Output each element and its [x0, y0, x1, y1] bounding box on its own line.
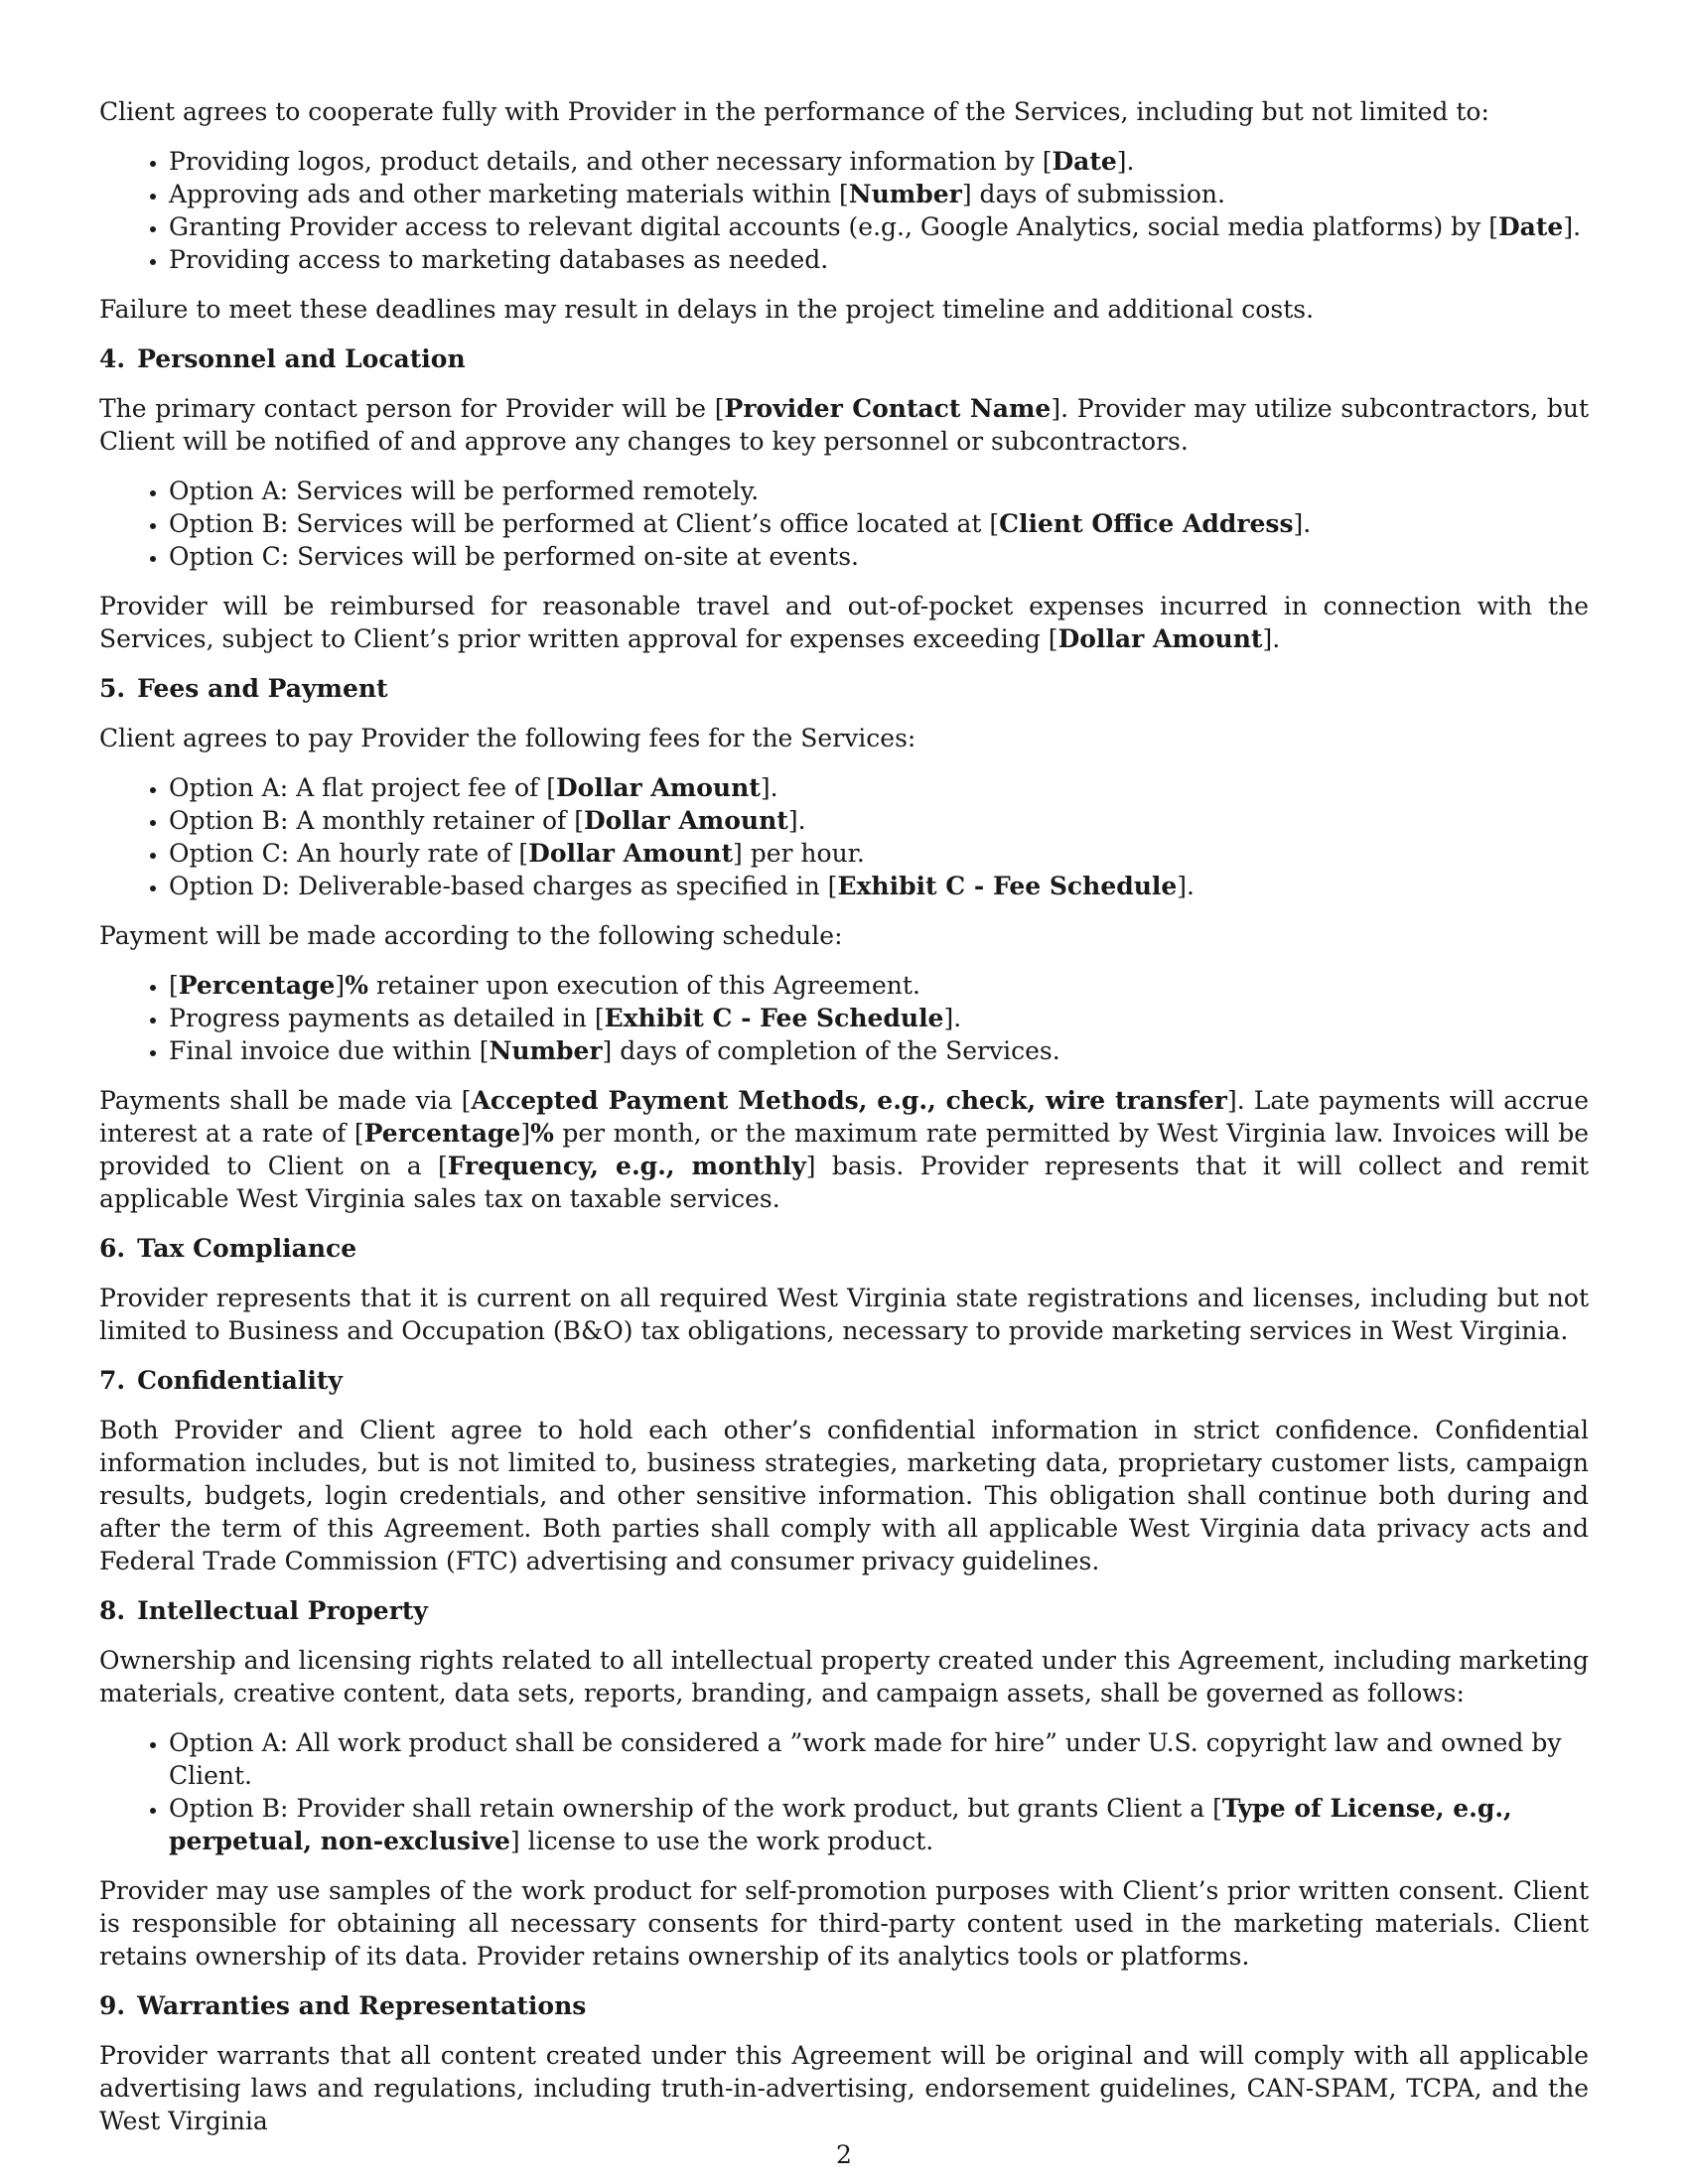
section-heading-personnel: 4. Personnel and Location — [99, 344, 466, 373]
location-options-list — [99, 475, 1589, 573]
list-item: • Granting Provider access to relevant digital accounts (e.g., Google Analytics, social media platforms) by [Date]. — [169, 210, 1589, 243]
list-item: • Option D: Deliverable-based charges as specified in [Exhibit C - Fee Schedule]. — [169, 870, 1589, 902]
paragraph: Ownership and licensing rights related to all intellectual property created under this Agreement, including marketing materials, creative content, data sets, reports, branding, and campaign assets, shall be governed as follows: — [99, 1646, 1589, 1707]
section-heading-fees: 5. Fees and Payment — [99, 674, 388, 703]
paragraph: Provider represents that it is current on all required West Virginia state registrations and licenses, including but not limited to Business and Occupation (B&O) tax obligations, necessary to provide marketing services in West Virginia. — [99, 1284, 1589, 1345]
list-item: • Option B: Provider shall retain ownership of the work product, but grants Client a [Type of License, e.g., perpetual, non-exclusive] license to use the work product. — [169, 1792, 1589, 1857]
list-item: • Option A: A flat project fee of [Dollar Amount]. — [169, 771, 1589, 804]
cooperation-list — [99, 145, 1589, 276]
payment-schedule-list — [99, 969, 1589, 1067]
list-item: • Providing logos, product details, and other necessary information by [Date]. — [169, 145, 1589, 178]
paragraph: Both Provider and Client agree to hold each other’s confidential information in strict confidence. Confidential information includes, but is not limited to, business strategies, marketing data, proprietary customer lists, campaign results, budgets, login credentials, and other sensitive information. This obligation shall continue both during and after the term of this Agreement. Both parties shall comply with all applicable West Virginia data privacy acts and Federal Trade Commission (FTC) advertising and consumer privacy guidelines. — [99, 1416, 1589, 1575]
list-item: • [Percentage]% retainer upon execution of this Agreement. — [169, 969, 1589, 1002]
list-item: • Option C: An hourly rate of [Dollar Amount] per hour. — [169, 837, 1589, 870]
paragraph: Provider may use samples of the work product for self-promotion purposes with Client’s prior written consent. Client is responsible for obtaining all necessary consents for third-party content used in the marketing materials. Client retains ownership of its data. Provider retains ownership of its analytics tools or platforms. — [99, 1876, 1589, 1971]
paragraph: The primary contact person for Provider will be [Provider Contact Name]. Provider may utilize subcontractors, but Client will be notified of and approve any changes to key personnel or subcontractors. — [99, 394, 1589, 456]
section-heading-confidentiality: 7. Confidentiality — [99, 1366, 343, 1395]
section-heading-tax: 6. Tax Compliance — [99, 1234, 357, 1263]
list-item: • Option B: Services will be performed at Client’s office located at [Client Office Address]. — [169, 507, 1589, 540]
section-heading-ip: 8. Intellectual Property — [99, 1596, 428, 1625]
list-item: • Option A: All work product shall be considered a ”work made for hire” under U.S. copyright law and owned by Client. — [169, 1726, 1589, 1792]
list-item: • Option C: Services will be performed on-site at events. — [169, 540, 1589, 573]
paragraph: Client agrees to pay Provider the following fees for the Services: — [99, 724, 916, 752]
list-item: • Option A: Services will be performed remotely. — [169, 475, 1589, 507]
list-item: • Providing access to marketing databases as needed. — [169, 243, 1589, 276]
paragraph: Payments shall be made via [Accepted Payment Methods, e.g., check, wire transfer]. Late payments will accrue interest at a rate of [Percentage]% per month, or the maximum rate permitted by West Virginia law. Invoices will be provided to Client on a [Frequency, e.g., monthly] basis. Provider represents that it will collect and remit applicable West Virginia sales tax on taxable services. — [99, 1086, 1589, 1213]
paragraph: Provider will be reimbursed for reasonable travel and out-of-pocket expenses incurred in connection with the Services, subject to Client’s prior written approval for expenses exceeding [Dollar Amount]. — [99, 592, 1589, 653]
cooperation-closing: Failure to meet these deadlines may result in delays in the project timeline and additional costs. — [99, 295, 1315, 324]
paragraph: Payment will be made according to the following schedule: — [99, 921, 843, 950]
list-item: • Approving ads and other marketing materials within [Number] days of submission. — [169, 178, 1589, 210]
list-item: • Final invoice due within [Number] days of completion of the Services. — [169, 1034, 1589, 1067]
page-number: 2 — [836, 2140, 852, 2169]
cooperation-lead: Client agrees to cooperate fully with Provider in the performance of the Services, including but not limited to: — [99, 97, 1489, 126]
paragraph: Provider warrants that all content created under this Agreement will be original and will comply with all applicable advertising laws and regulations, including truth-in-advertising, endorsement guidelines, CAN-SPAM, TCPA, and the West Virginia — [99, 2041, 1589, 2135]
fee-options-list — [99, 771, 1589, 902]
list-item: • Option B: A monthly retainer of [Dollar Amount]. — [169, 804, 1589, 837]
section-heading-warranties: 9. Warranties and Representations — [99, 1991, 587, 2020]
ip-options-list — [99, 1726, 1589, 1857]
list-item: • Progress payments as detailed in [Exhibit C - Fee Schedule]. — [169, 1002, 1589, 1034]
